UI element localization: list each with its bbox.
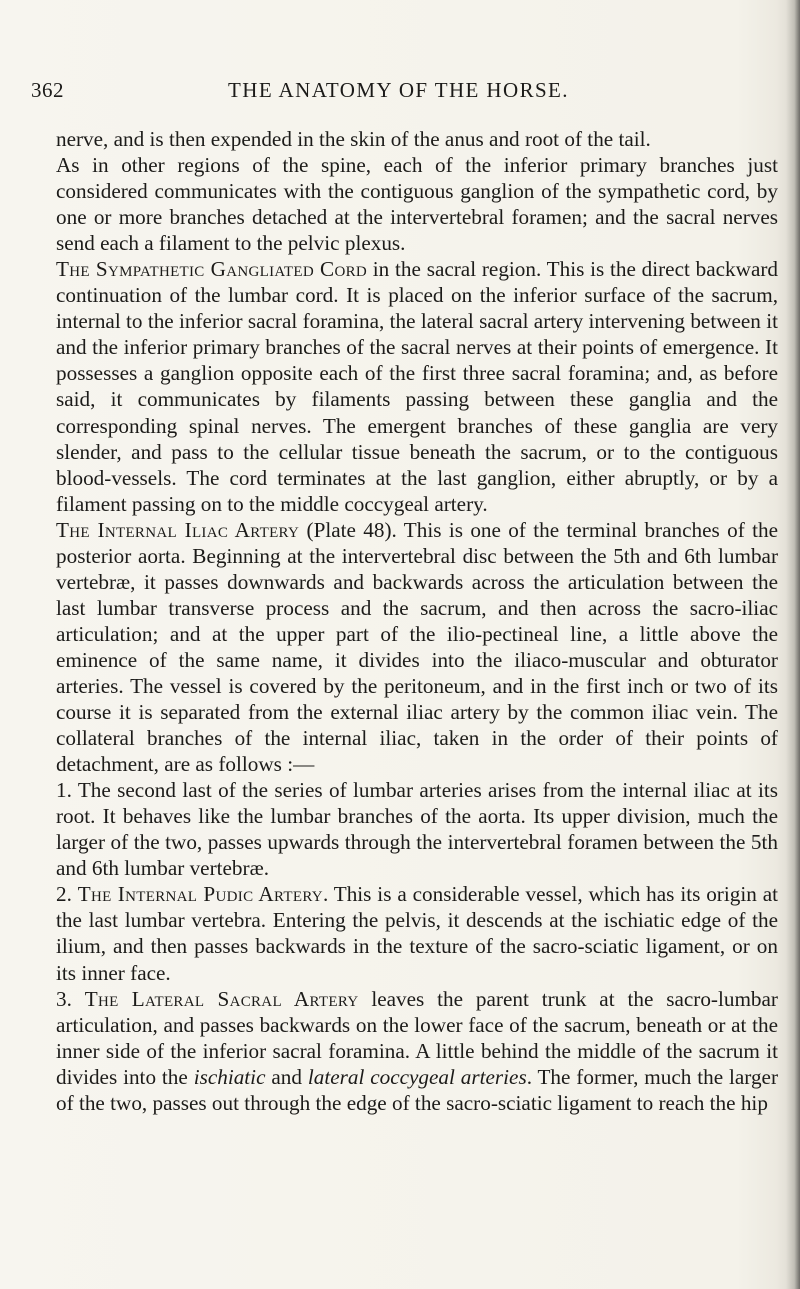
paragraph bbox=[56, 777, 778, 881]
running-title: THE ANATOMY OF THE HORSE. bbox=[228, 78, 569, 102]
paragraph bbox=[56, 517, 778, 777]
paragraph-text: 1. The second last of the series of lumbar arteries arises from the internal iliac at its root. It behaves like the lumbar branches of the aorta. Its upper division, much the larger of the two, passes upwards through the intervertebral foramen between the 5th and 6th lumbar vertebræ. bbox=[56, 778, 778, 881]
paragraph-text: (Plate 48). This is one of the terminal branches of the posterior aorta. Beginning at the intervertebral disc between the 5th and 6th lumbar vertebræ, it passes downwards and backwards across the articulation between the last lumbar transverse process and the sacrum, and then across the sacro-iliac articulation; and at the upper part of the ilio-pectineal line, a little above the eminence of the same name, it divides into the iliaco-muscular and obturator arteries. The vessel is covered by the peritoneum, and in the first inch or two of its course it is separated from the external iliac artery by the common iliac vein. The collateral branches of the internal iliac, taken in the order of their points of detachment, are as follows :— bbox=[56, 517, 778, 777]
body-text bbox=[56, 126, 778, 1116]
list-number: 2. bbox=[56, 882, 78, 907]
italic-term: ischiatic bbox=[193, 1064, 266, 1089]
paragraph-text: nerve, and is then expended in the skin of the anus and root of the tail. bbox=[56, 127, 651, 151]
section-heading: The Internal Pudic Artery bbox=[77, 882, 323, 907]
paragraph bbox=[56, 152, 778, 256]
page-edge-shadow bbox=[786, 0, 800, 1289]
paragraph-text: As in other regions of the spine, each of the inferior primary branches just considered communicates with the contiguous ganglion of the sympathetic cord, by one or more branches detached at the intervertebral foramen; and the sacral nerves send each a filament to the pelvic plexus. bbox=[56, 153, 778, 256]
paragraph-text: . This is a considerable vessel, which has its origin at the last lumbar vertebra. Entering the pelvis, it descends at the ischiatic edge of the ilium, and then passes backwards in the texture of the sacro-sciatic ligament, or on its inner face. bbox=[56, 882, 779, 985]
section-heading: The Internal Iliac Artery bbox=[56, 517, 300, 542]
section-heading: The Lateral Sacral Artery bbox=[84, 986, 359, 1011]
paragraph bbox=[56, 256, 778, 516]
paragraph bbox=[56, 881, 778, 985]
page-number: 362 bbox=[31, 78, 64, 102]
paragraph-text: and bbox=[265, 1064, 308, 1089]
italic-term: lateral coccygeal arteries bbox=[307, 1064, 527, 1089]
paragraph bbox=[56, 126, 778, 152]
list-number: 3. bbox=[56, 986, 85, 1011]
section-heading: The Sympathetic Gangliated Cord bbox=[56, 257, 368, 282]
paragraph-text: in the sacral region. This is the direct backward continuation of the lumbar cord. It is placed on the inferior surface of the sacrum, internal to the inferior sacral foramina, the lateral sacral artery intervening between it and the inferior primary branches of the sacral nerves at their points of emergence. It possesses a ganglion opposite each of the first three sacral foramina; and, as before said, it communicates by filaments passing between these ganglia and the corresponding spinal nerves. The emergent branches of these ganglia are very slender, and pass to the cellular tissue beneath the sacrum, or to the contiguous blood-vessels. The cord terminates at the last ganglion, either abruptly, or by a filament passing on to the middle coccygeal artery. bbox=[56, 257, 778, 516]
paragraph-text: leaves the parent trunk at the sacro-lumbar articulation, and passes backwards on the lower face of the sacrum, beneath or at the inner side of the inferior sacral foramina. A little behind the middle of the sacrum it divides into the bbox=[56, 986, 778, 1089]
paragraph-text: . The former, much the larger of the two, passes out through the edge of the sacro-sciatic ligament to reach the hip bbox=[56, 1064, 779, 1115]
paragraph bbox=[56, 986, 778, 1116]
